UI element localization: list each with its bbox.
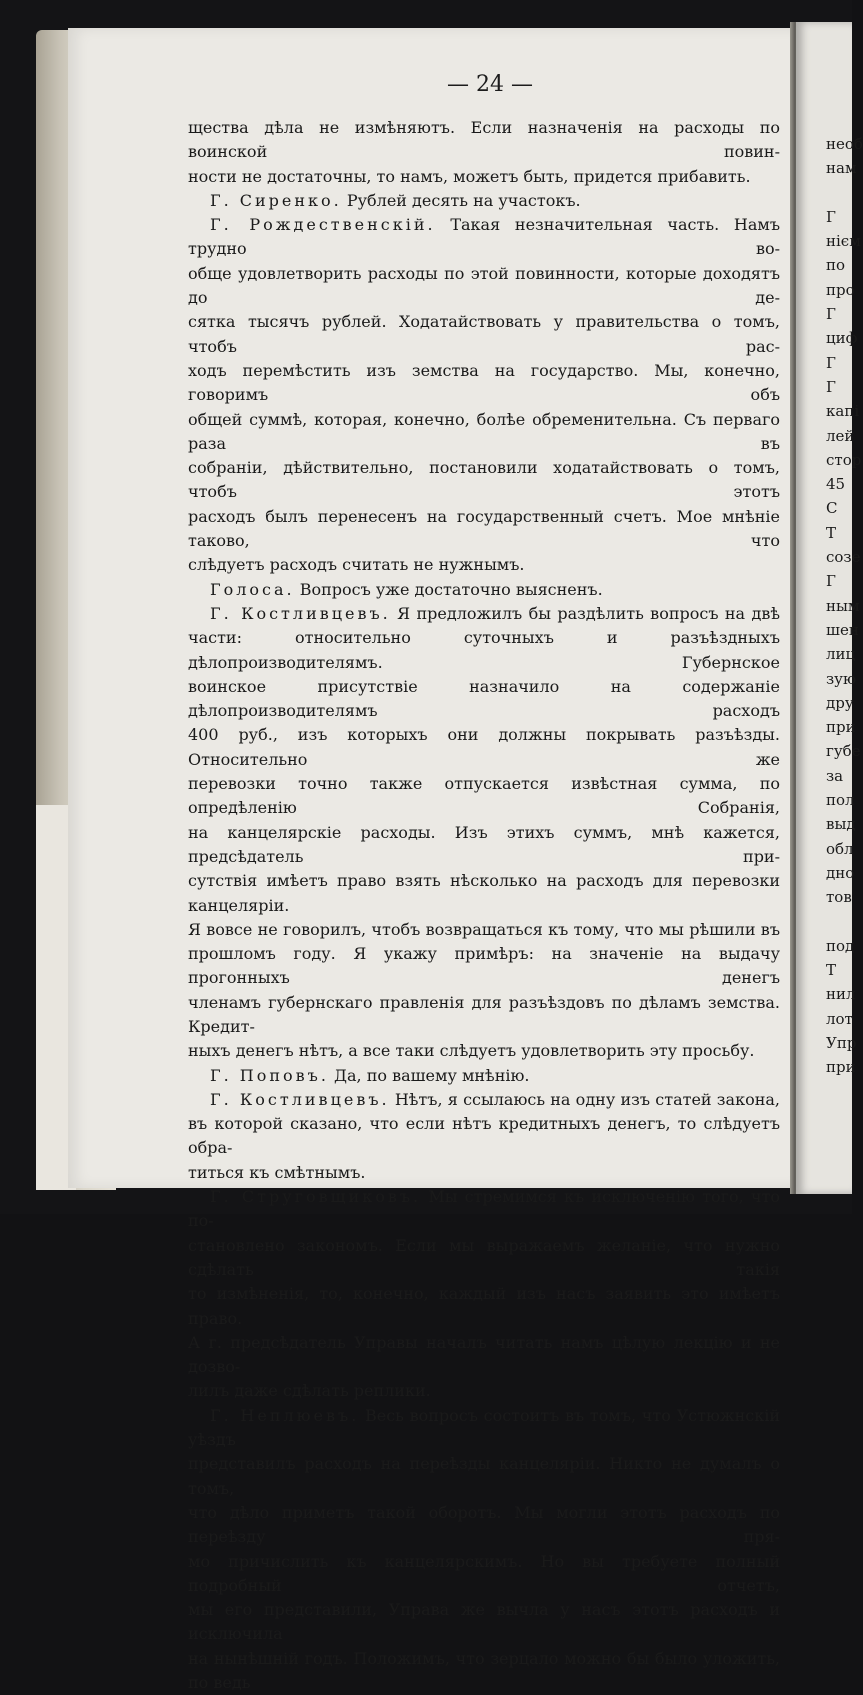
text-line — [188, 310, 780, 359]
line-text: мы его представили, Управа же вычла у насъ этотъ расходъ и исключила — [188, 1600, 780, 1644]
facing-page-fragment: Г — [826, 353, 836, 372]
text-line — [188, 116, 780, 165]
line-text: на канцелярскіе расходы. Изъ этихъ суммъ, мнѣ кажется, предсѣдатель при- — [188, 822, 780, 866]
line-text: расходъ былъ перенесенъ на государственный счетъ. Мое мнѣніе таково, что — [188, 506, 780, 551]
facing-page-fragment: пол — [826, 791, 855, 810]
facing-page-fragment: лиц — [826, 645, 856, 664]
facing-page-fragment: при — [826, 718, 856, 737]
facing-page-fragment: стор — [826, 450, 862, 469]
text-line — [188, 1501, 780, 1550]
facing-page-fragment: циф — [826, 329, 858, 348]
page-text — [188, 116, 780, 1695]
facing-page-fragment: по — [826, 256, 846, 275]
line-text: то измѣненія, то, конечно, каждый изъ насъ заявить это имѣетъ право. — [188, 1284, 780, 1328]
line-text: членамъ губернскаго правленія для разъѣздовъ по дѣламъ земства. Кредит- — [188, 992, 780, 1036]
facing-page-fragment: за — [826, 766, 844, 785]
text-line — [188, 1550, 780, 1599]
line-text: ныхъ денегъ нѣтъ, а все таки слѣдуетъ удовлетворить эту просьбу. — [188, 1041, 755, 1061]
line-text: титься къ смѣтнымъ. — [188, 1162, 366, 1182]
text-line — [188, 1064, 780, 1088]
line-text: Весь вопросъ состоитъ въ томъ, что Устюжнскій уѣздъ — [188, 1405, 780, 1450]
facing-page-fragment: зую — [826, 669, 857, 688]
speaker-name: Г. Костливцевъ. — [210, 1089, 390, 1109]
line-text: Такая незначительная часть. Намъ трудно во- — [188, 215, 781, 259]
text-line — [188, 723, 780, 772]
facing-page-fragment: под — [826, 936, 855, 955]
text-line — [188, 1331, 780, 1380]
facing-page-fragment: нил — [826, 985, 856, 1004]
line-text: Я вовсе не говорилъ, чтобъ возвращаться къ тому, что мы рѣшили въ — [188, 919, 780, 939]
facing-page-fragment: необ — [826, 135, 863, 153]
line-text: Вопросъ уже достаточно выясненъ. — [294, 579, 603, 599]
facing-page-fragment: лот — [826, 1009, 853, 1028]
text-line — [188, 165, 780, 189]
facing-page-fragment — [826, 910, 856, 934]
line-text: что дѣло приметъ такой оборотъ. Мы могли этотъ расходъ по переѣзду пря- — [188, 1502, 780, 1547]
speaker-name: Г. Неплюевъ. — [210, 1405, 360, 1425]
facing-page-fragment: Г — [826, 572, 836, 591]
line-text: сятка тысячъ рублей. Ходатайствовать у правительства о томъ, чтобъ рас- — [188, 312, 780, 356]
text-line — [188, 262, 780, 311]
text-line — [188, 991, 780, 1040]
line-text: А г. предсѣдатель Управы началъ читать намъ цѣлую лекцію и не дозво- — [188, 1332, 780, 1377]
text-line — [188, 189, 780, 213]
facing-page-fragment: Г — [826, 207, 836, 226]
text-line — [188, 1282, 780, 1331]
line-text: обще удовлетворить расходы по этой повинности, которые доходятъ до де- — [188, 263, 780, 308]
speaker-name: Г. Струговщиковъ. — [210, 1187, 422, 1207]
text-line — [188, 1161, 780, 1185]
text-line — [188, 1598, 780, 1647]
line-text: прошломъ году. Я укажу примѣръ: на значеніе на выдачу прогонныхъ денегъ — [188, 944, 780, 988]
line-text: на нынѣшній годъ. Положимъ, что зерцало можно бы было уложить, по ведь — [188, 1648, 780, 1692]
facing-page-fragment: капі — [826, 402, 860, 421]
facing-page-fragment: Г — [826, 305, 836, 324]
text-line — [188, 213, 780, 262]
text-line — [188, 1404, 780, 1453]
facing-page-text-fragments — [826, 132, 863, 1080]
facing-page-fragment: нієм — [826, 232, 861, 251]
speaker-name: Г. Сиренко. — [210, 190, 342, 210]
line-text: Рублей десять на участокъ. — [341, 190, 581, 210]
facing-page-fragment: Т — [826, 523, 837, 542]
text-line — [188, 1039, 780, 1063]
line-text: Мы стремимся къ исключенію того, что по- — [188, 1187, 780, 1231]
facing-page-fragment: дно — [826, 863, 855, 882]
facing-page-fragment: ным — [826, 596, 860, 615]
text-line — [188, 1088, 780, 1112]
facing-page-fragment: шен — [826, 620, 859, 639]
facing-page-fragment — [826, 181, 856, 205]
line-text: щества дѣла не измѣняютъ. Если назначенія на расходы по воинской повин- — [188, 118, 780, 162]
facing-page-fragment: про — [826, 280, 855, 299]
line-text: собраніи, дѣйствительно, постановили ходатайствовать о томъ, чтобъ этотъ — [188, 458, 780, 502]
facing-page-fragment: Т — [826, 961, 837, 980]
line-text: сутствія имѣетъ право взять нѣсколько на расходъ для перевозки канцеляріи. — [188, 871, 780, 915]
line-text: Да, по вашему мнѣнію. — [328, 1065, 530, 1085]
text-line — [188, 1452, 780, 1501]
facing-page-fragment: обл — [826, 839, 854, 858]
page-number: — 24 — — [447, 72, 533, 97]
text-line — [188, 942, 780, 991]
facing-page-fragment: дру — [826, 693, 854, 712]
text-line — [188, 1647, 780, 1695]
line-text: становлено закономъ. Если мы выражаемъ желаніе, что нужно сдѣлать такія — [188, 1235, 780, 1279]
line-text: ности не достаточны, то намъ, можетъ быть, придется прибавить. — [188, 166, 751, 186]
text-line — [188, 918, 780, 942]
line-text: представилъ расходъ на переѣзды канцеляріи. Никто не думалъ о томъ, — [188, 1454, 780, 1498]
line-text: въ которой сказано, что если нѣтъ кредитныхъ денегъ, то слѣдуетъ обра- — [188, 1114, 780, 1158]
text-line — [188, 772, 780, 821]
facing-page-fragment: выд — [826, 815, 856, 834]
line-text: мо причислить къ канцелярскимъ. Но вы требуете полный подробный отчетъ, — [188, 1551, 780, 1595]
text-line — [188, 675, 780, 724]
facing-page-fragment: лей — [826, 426, 855, 445]
line-text: воинское присутствіе назначило на содержаніе дѣлопроизводителямъ расходъ — [188, 676, 780, 721]
line-text: лилъ даже сдѣлать реплики. — [188, 1381, 431, 1401]
text-line — [188, 408, 780, 457]
line-text: 400 руб., изъ которыхъ они должны покрывать разъѣзды. Относительно же — [188, 725, 780, 769]
text-line — [188, 505, 780, 554]
text-line — [188, 869, 780, 918]
text-line — [188, 553, 780, 577]
facing-page-fragment: 45 — [826, 475, 846, 494]
speaker-name: Г. Поповъ. — [210, 1065, 329, 1085]
facing-page-fragment: С — [826, 499, 838, 518]
speaker-name: Г. Рождественскій. — [210, 215, 436, 235]
text-line — [188, 626, 780, 675]
text-line — [188, 602, 780, 626]
line-text: ходъ перемѣстить изъ земства на государство. Мы, конечно, говоримъ объ — [188, 360, 780, 405]
text-line — [188, 1234, 780, 1283]
text-line — [188, 456, 780, 505]
facing-page-fragment: созе — [826, 548, 861, 567]
line-text: Я предложилъ бы раздѣлить вопросъ на двѣ — [390, 603, 780, 623]
facing-page-fragment: нам — [826, 159, 857, 178]
facing-page-fragment: тов — [826, 888, 852, 907]
text-line — [188, 821, 780, 870]
facing-page-fragment: Упр — [826, 1033, 857, 1052]
facing-page-fragment: при — [826, 1058, 856, 1077]
line-text: общей суммѣ, которая, конечно, болѣе обременительна. Съ перваго раза въ — [188, 409, 780, 453]
line-text: Нѣтъ, я ссылаюсь на одну изъ статей закона, — [389, 1089, 780, 1109]
speaker-name: Г. Костливцевъ. — [210, 603, 391, 623]
text-line — [188, 1379, 780, 1403]
facing-page-fragment: губе — [826, 742, 861, 761]
text-line — [188, 1185, 780, 1234]
line-text: части: относительно суточныхъ и разъѣздныхъ дѣлопроизводителямъ. Губернское — [188, 628, 780, 672]
text-line — [188, 1112, 780, 1161]
text-line — [188, 578, 780, 602]
facing-page-fragment: Г — [826, 377, 836, 396]
speaker-name: Голоса. — [210, 579, 295, 599]
line-text: перевозки точно также отпускается извѣстная сумма, по опредѣленію Собранія, — [188, 774, 780, 818]
text-line — [188, 359, 780, 408]
line-text: слѣдуетъ расходъ считать не нужнымъ. — [188, 555, 525, 575]
